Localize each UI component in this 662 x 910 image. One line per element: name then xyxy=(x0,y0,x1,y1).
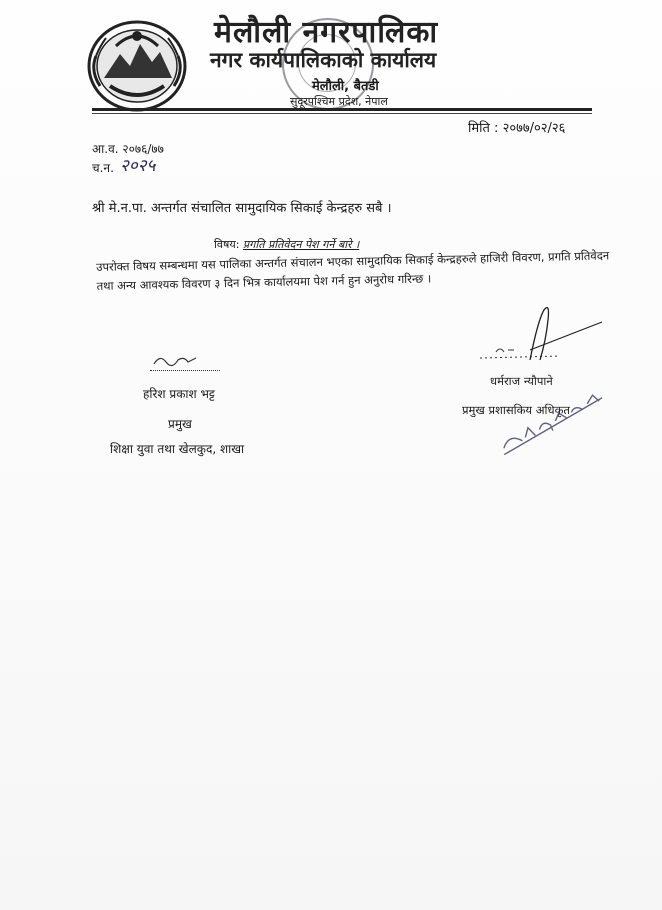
right-signatory-title: प्रमुख प्रशासकिय अधिकृत xyxy=(462,403,570,417)
subject-label: विषय: xyxy=(214,238,240,251)
right-signature-icon xyxy=(470,300,610,380)
chalani-number: २०२५ xyxy=(120,156,156,176)
recipient-line: श्री मे.न.पा. अन्तर्गत संचालित सामुदायिक सिकाई केन्द्रहरु सबै । xyxy=(92,201,392,216)
office-subtitle: नगर कार्यपालिकाको कार्यालय xyxy=(210,48,437,72)
left-signature-line xyxy=(150,354,220,371)
nepal-emblem-icon xyxy=(86,16,188,112)
date-value: २०७७/०२/२६ xyxy=(502,121,566,136)
letter-body: उपरोक्त विषय सम्बन्धमा यस पालिका अन्तर्गत संचालन भएका सामुदायिक सिकाई केन्द्रहरुले हाजिरी विवरण, प्रगति प्रतिवेदन तथा अन्य आवश्यक विवरण ३ दिन भित्र कार्यालयमा पेश गर्न हुन अनुरोध गरिन्छ । xyxy=(96,248,610,293)
address-line-2: सुदूरपश्चिम प्रदेश, नेपाल xyxy=(290,95,388,108)
date-label: मिति : xyxy=(468,121,499,136)
fiscal-year: आ.व. २०७६/७७ xyxy=(92,142,164,156)
header-rule-thin xyxy=(92,113,592,114)
subject-text: प्रगति प्रतिवेदन पेश गर्ने बारे । xyxy=(242,238,360,251)
header-rule xyxy=(92,108,592,111)
left-signatory-department: शिक्षा युवा तथा खेलकुद, शाखा xyxy=(110,442,245,456)
address-line-1: मेलौली, बैतडी xyxy=(312,79,379,94)
designation-stamp-icon xyxy=(488,388,618,458)
chalani-label: च.न. xyxy=(92,161,114,175)
municipality-title: मेलौली नगरपालिका xyxy=(214,15,439,50)
letter-date xyxy=(468,118,565,136)
left-signatory-name: हरिश प्रकाश भट्ट xyxy=(143,387,215,401)
right-signatory-name: धर्मराज न्यौपाने xyxy=(490,374,553,388)
subject-line xyxy=(214,237,359,252)
left-signatory-title: प्रमुख xyxy=(168,417,192,431)
